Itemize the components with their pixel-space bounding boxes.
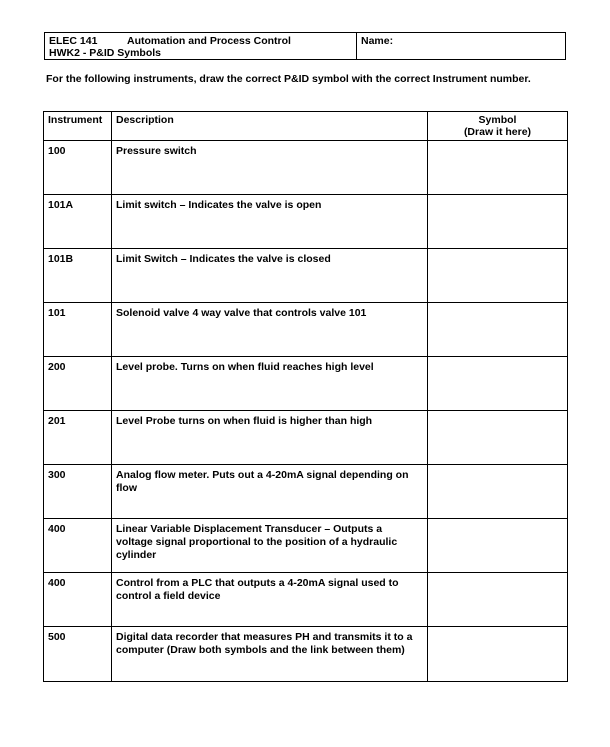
instrument-description: Level probe. Turns on when fluid reaches high level — [112, 357, 428, 411]
header-description: Description — [112, 112, 428, 141]
assignment-title: HWK2 - P&ID Symbols — [49, 47, 162, 59]
instrument-description: Pressure switch — [112, 141, 428, 195]
header-symbol-line2: (Draw it here) — [463, 126, 532, 138]
symbol-draw-cell[interactable] — [428, 627, 568, 682]
name-label: Name: — [361, 35, 394, 47]
table-row — [44, 357, 568, 411]
instrument-description: Analog flow meter. Puts out a 4-20mA signal depending on flow — [112, 465, 428, 519]
symbol-draw-cell[interactable] — [428, 141, 568, 195]
header-instrument: Instrument — [44, 112, 112, 141]
symbol-draw-cell[interactable] — [428, 195, 568, 249]
symbol-draw-cell[interactable] — [428, 573, 568, 627]
table-header-row — [44, 112, 568, 141]
course-info — [45, 33, 357, 59]
instrument-number: 200 — [44, 357, 112, 411]
table-row — [44, 519, 568, 573]
instrument-number: 400 — [44, 573, 112, 627]
table-row — [44, 411, 568, 465]
instrument-number: 100 — [44, 141, 112, 195]
symbol-draw-cell[interactable] — [428, 519, 568, 573]
table-row — [44, 303, 568, 357]
instrument-description: Control from a PLC that outputs a 4-20mA signal used to control a field device — [112, 573, 428, 627]
instrument-number: 300 — [44, 465, 112, 519]
instrument-number: 101 — [44, 303, 112, 357]
table-row — [44, 141, 568, 195]
instrument-number: 201 — [44, 411, 112, 465]
table-row — [44, 249, 568, 303]
symbol-draw-cell[interactable] — [428, 411, 568, 465]
header-box — [44, 32, 566, 60]
table-row — [44, 465, 568, 519]
header-symbol-line1: Symbol — [478, 114, 517, 126]
symbols-table — [43, 111, 568, 682]
instrument-description: Solenoid valve 4 way valve that controls valve 101 — [112, 303, 428, 357]
instrument-description: Limit switch – Indicates the valve is open — [112, 195, 428, 249]
table-row — [44, 627, 568, 682]
instrument-number: 101B — [44, 249, 112, 303]
header-symbol — [428, 112, 568, 141]
course-code: ELEC 141 — [49, 35, 98, 47]
instrument-description: Linear Variable Displacement Transducer – Outputs a voltage signal proportional to the position of a hydraulic cylinder — [112, 519, 428, 573]
symbol-draw-cell[interactable] — [428, 249, 568, 303]
symbol-draw-cell[interactable] — [428, 303, 568, 357]
symbol-draw-cell[interactable] — [428, 357, 568, 411]
course-line — [49, 35, 352, 47]
table-row — [44, 195, 568, 249]
instructions: For the following instruments, draw the correct P&ID symbol with the correct Instrument number. — [46, 73, 531, 85]
instrument-description: Level Probe turns on when fluid is higher than high — [112, 411, 428, 465]
name-field[interactable] — [357, 33, 565, 59]
instrument-description: Limit Switch – Indicates the valve is closed — [112, 249, 428, 303]
course-title: Automation and Process Control — [127, 35, 291, 47]
table-row — [44, 573, 568, 627]
instrument-description: Digital data recorder that measures PH and transmits it to a computer (Draw both symbols and the link between them) — [112, 627, 428, 682]
symbol-draw-cell[interactable] — [428, 465, 568, 519]
instrument-number: 101A — [44, 195, 112, 249]
instrument-number: 400 — [44, 519, 112, 573]
instrument-number: 500 — [44, 627, 112, 682]
